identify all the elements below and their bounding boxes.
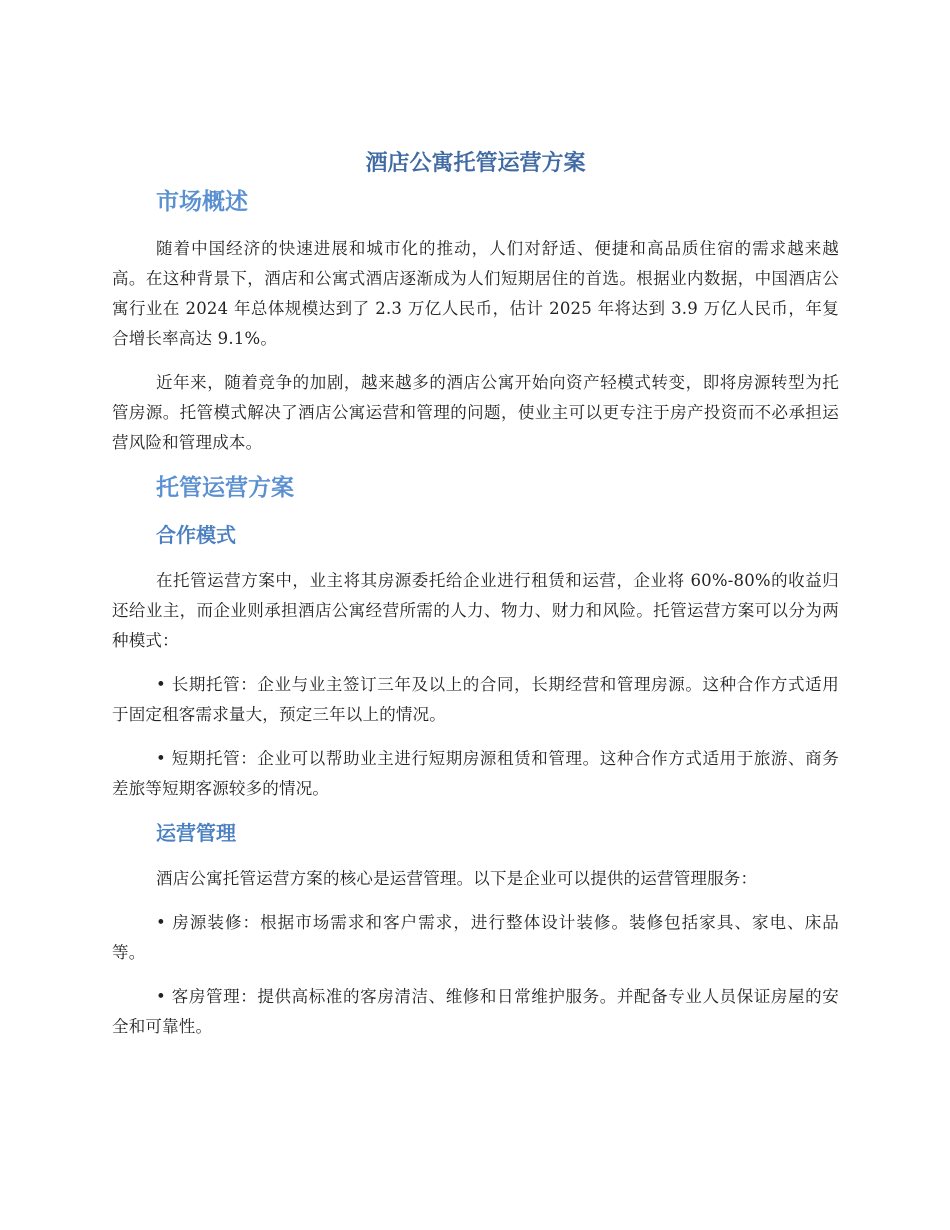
bullet-room-management: • 客房管理：提供高标准的客房清洁、维修和日常维护服务。并配备专业人员保证房屋的安全和可靠性。 <box>112 987 839 1036</box>
heading-operation-management: 运营管理 <box>156 821 236 845</box>
paragraph-operation-intro: 酒店公寓托管运营方案的核心是运营管理。以下是企业可以提供的运营管理服务： <box>156 869 758 888</box>
paragraph-cooperation-intro: 在托管运营方案中，业主将其房源委托给企业进行租赁和运营，企业将 60%-80%的收益归还给业主，而企业则承担酒店公寓经营所需的人力、物力、财力和风险。托管运营方案可以分为两种模式： <box>112 571 839 650</box>
document-title: 酒店公寓托管运营方案 <box>365 151 586 176</box>
bullet-short-term-custody: • 短期托管：企业可以帮助业主进行短期房源租赁和管理。这种合作方式适用于旅游、商务差旅等短期客源较多的情况。 <box>112 749 839 798</box>
heading-cooperation-mode: 合作模式 <box>156 523 236 547</box>
heading-market-overview: 市场概述 <box>156 189 248 215</box>
paragraph-market-1: 随着中国经济的快速进展和城市化的推动，人们对舒适、便捷和高品质住宿的需求越来越高。在这种背景下，酒店和公寓式酒店逐渐成为人们短期居住的首选。根据业内数据，中国酒店公寓行业在 2024 年总体规模达到了 2.3 万亿人民币，估计 2025 年将达到 3.9 万亿人民币，年复合增长率高达 9.1%。 <box>112 239 839 348</box>
bullet-long-term-custody: • 长期托管：企业与业主签订三年及以上的合同，长期经营和管理房源。这种合作方式适用于固定租客需求量大，预定三年以上的情况。 <box>112 675 839 724</box>
bullet-renovation: • 房源装修：根据市场需求和客户需求，进行整体设计装修。装修包括家具、家电、床品等。 <box>112 913 839 962</box>
document-body <box>112 146 839 1056</box>
heading-managed-operation-plan: 托管运营方案 <box>156 475 294 501</box>
paragraph-market-2: 近年来，随着竞争的加剧，越来越多的酒店公寓开始向资产轻模式转变，即将房源转型为托管房源。托管模式解决了酒店公寓运营和管理的问题，使业主可以更专注于房产投资而不必承担运营风险和管理成本。 <box>112 373 839 452</box>
